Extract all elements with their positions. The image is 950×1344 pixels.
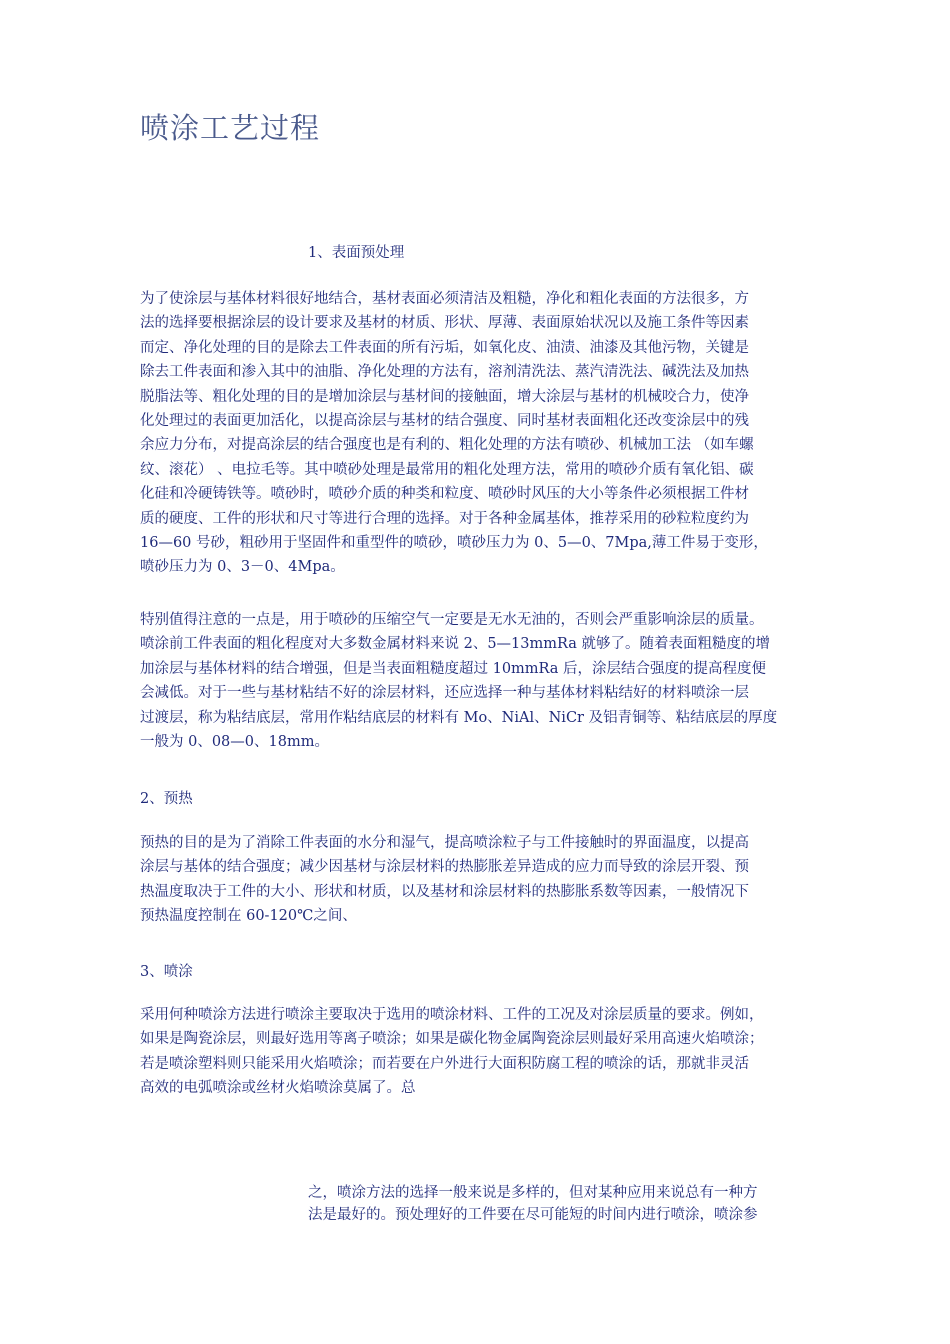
paragraph-line: 热温度取决于工件的大小、形状和材质，以及基材和涂层材料的热膨胀系数等因素，一般情况下 — [140, 883, 749, 900]
section-3-paragraph — [140, 1003, 825, 1101]
paragraph-line: 加涂层与基体材料的结合增强，但是当表面粗糙度超过 10mmRa 后，涂层结合强度的提高程度便 — [140, 660, 767, 677]
paragraph-line: 脱脂法等、粗化处理的目的是增加涂层与基材间的接触面，增大涂层与基材的机械咬合力，使净 — [140, 388, 749, 405]
paragraph-line: 特别值得注意的一点是，用于喷砂的压缩空气一定要是无水无油的，否则会严重影响涂层的质量。 — [140, 612, 764, 628]
paragraph-line: 除去工件表面和渗入其中的油脂、净化处理的方法有，溶剂清洗法、蒸汽清洗法、碱洗法及加热 — [140, 364, 749, 381]
paragraph-line: 预热的目的是为了消除工件表面的水分和湿气，提高喷涂粒子与工件接触时的界面温度，以提高 — [140, 835, 749, 851]
paragraph-line: 之，喷涂方法的选择一般来说是多样的，但对某种应用来说总有一种方 — [308, 1185, 758, 1201]
page-title: 喷涂工艺过程 — [140, 111, 321, 145]
paragraph-line: 纹、滚花） 、电拉毛等。其中喷砂处理是最常用的粗化处理方法，常用的喷砂介质有氧化铝、碳 — [140, 461, 754, 478]
paragraph-line: 16—60 号砂，粗砂用于坚固件和重型件的喷砂，喷砂压力为 0、5—0、7Mpa,薄工件易于变形， — [140, 535, 768, 552]
section-1-paragraph-1 — [140, 287, 825, 580]
paragraph-line: 过渡层，称为粘结底层，常用作粘结底层的材料有 Mo、NiAl、NiCr 及铝青铜等、粘结底层的厚度 — [140, 709, 778, 726]
paragraph-line: 会减低。对于一些与基材粘结不好的涂层材料，还应选择一种与基体材料粘结好的材料喷涂一层 — [140, 685, 749, 702]
paragraph-line: 采用何种喷涂方法进行喷涂主要取决于选用的喷涂材料、工件的工况及对涂层质量的要求。例如， — [140, 1007, 764, 1023]
paragraph-line: 法的选择要根据涂层的设计要求及基材的材质、形状、厚薄、表面原始状况以及施工条件等因素 — [140, 315, 749, 332]
section-2-heading: 2、预热 — [140, 791, 193, 807]
paragraph-line: 化处理过的表面更加活化，以提高涂层与基材的结合强度、同时基材表面粗化还改变涂层中的残 — [140, 413, 749, 430]
section-2-paragraph — [140, 831, 825, 929]
paragraph-line: 喷砂压力为 0、3－0、4Mpa。 — [140, 559, 345, 576]
paragraph-line: 一般为 0、08—0、18mm。 — [140, 734, 329, 751]
paragraph-line: 高效的电弧喷涂或丝材火焰喷涂莫属了。总 — [140, 1080, 416, 1097]
section-1-paragraph-2 — [140, 608, 825, 754]
section-1-heading: 1、表面预处理 — [308, 245, 405, 261]
paragraph-line: 而定、净化处理的目的是除去工件表面的所有污垢，如氧化皮、油渍、油漆及其他污物，关键是 — [140, 339, 749, 356]
paragraph-line: 若是喷涂塑料则只能采用火焰喷涂；而若要在户外进行大面积防腐工程的喷涂的话，那就非灵活 — [140, 1055, 749, 1072]
paragraph-line: 预热温度控制在 60-120℃之间、 — [140, 908, 357, 925]
paragraph-line: 余应力分布，对提高涂层的结合强度也是有利的、粗化处理的方法有喷砂、机械加工法 （如车螺 — [140, 437, 754, 454]
section-3-heading: 3、喷涂 — [140, 964, 193, 980]
paragraph-line: 涂层与基体的结合强度；减少因基材与涂层材料的热膨胀差异造成的应力而导致的涂层开裂、预 — [140, 859, 749, 876]
paragraph-line: 喷涂前工件表面的粗化程度对大多数金属材料来说 2、5—13mmRa 就够了。随着表面粗糙度的增 — [140, 636, 771, 653]
paragraph-line: 化硅和冷硬铸铁等。喷砂时，喷砂介质的种类和粒度、喷砂时风压的大小等条件必须根据工件材 — [140, 486, 749, 503]
section-3-continued-paragraph — [308, 1182, 828, 1226]
paragraph-line: 质的硬度、工件的形状和尺寸等进行合理的选择。对于各种金属基体，推荐采用的砂粒粒度约为 — [140, 510, 749, 527]
paragraph-line: 法是最好的。预处理好的工件要在尽可能短的时间内进行喷涂，喷涂参 — [308, 1207, 758, 1223]
paragraph-line: 如果是陶瓷涂层，则最好选用等离子喷涂；如果是碳化物金属陶瓷涂层则最好采用高速火焰喷涂； — [140, 1031, 764, 1048]
paragraph-line: 为了使涂层与基体材料很好地结合，基材表面必须清洁及粗糙，净化和粗化表面的方法很多，方 — [140, 291, 749, 307]
